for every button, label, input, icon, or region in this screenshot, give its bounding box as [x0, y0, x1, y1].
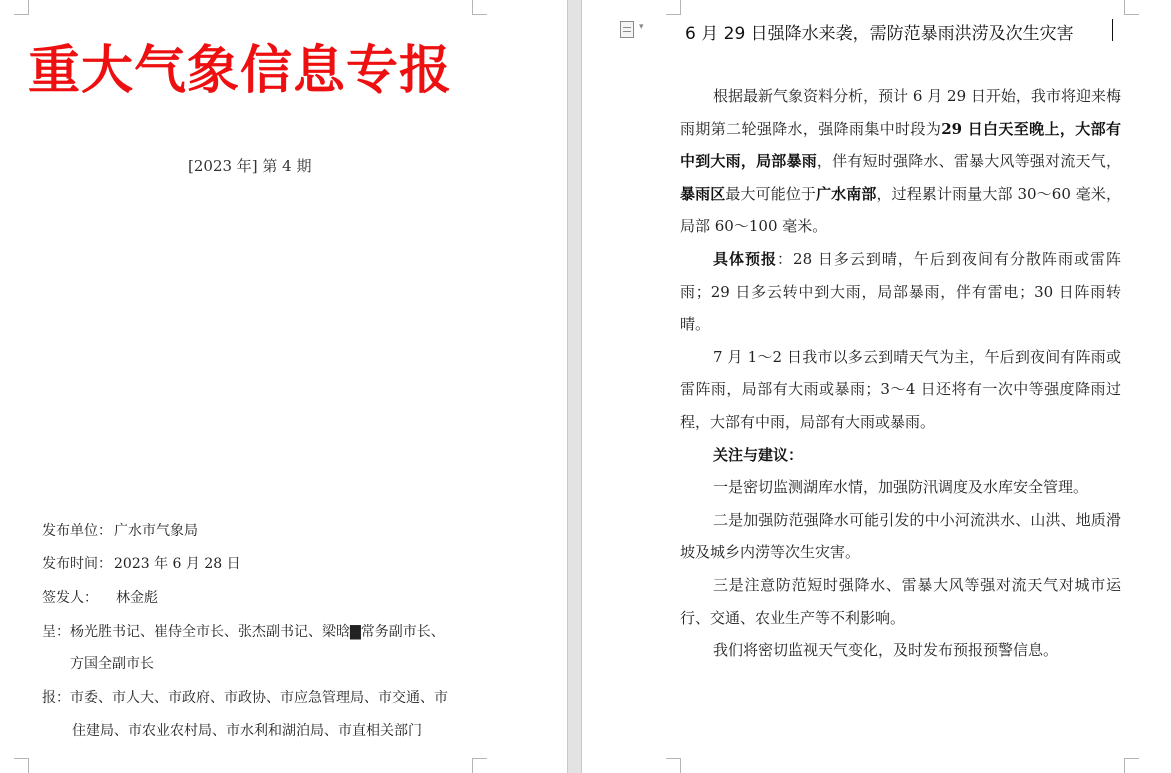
- paragraph-advice-2: 二是加强防范强降水可能引发的中小河流洪水、山洪、地质滑坡及城乡内涝等次生灾害。: [680, 510, 1121, 562]
- publisher-value: 广水市气象局: [114, 523, 198, 539]
- report-to-line: [42, 687, 448, 707]
- overview-text-4: ，过程累计雨量大部 30～60 毫米，局部 60～100 毫米。: [680, 184, 1121, 236]
- gutter-divider: [567, 0, 568, 773]
- overview-bold-3: 广水南部: [816, 184, 877, 203]
- overview-text-3: 最大可能位于: [725, 184, 817, 203]
- crop-mark: [1124, 0, 1139, 15]
- submit-recipients-2: 方国全副市长: [70, 656, 154, 672]
- crop-mark: [14, 0, 29, 15]
- report-recipients-1: 市委、市人大、市政府、市政协、市应急管理局、市交通、市: [70, 690, 448, 706]
- paragraph-forecast: [680, 243, 1121, 341]
- report-recipients-2: 住建局、市农业农村局、市水利和湖泊局、市直相关部门: [72, 723, 422, 739]
- crop-mark: [1124, 758, 1139, 773]
- signer-line: [42, 587, 158, 607]
- publisher-line: [42, 520, 198, 540]
- overview-text-1: 根据最新气象资料分析，预计 6 月 29 日开始，我市将迎来梅雨期第二轮强降水，强降雨集中时段为: [680, 87, 1121, 138]
- paragraph-closing: 我们将密切监视天气变化，及时发布预报预警信息。: [713, 641, 1059, 660]
- overview-bold-1: 29 日白天至晚上，大部有中到大雨，局部暴雨: [680, 119, 1121, 171]
- crop-mark: [472, 758, 487, 773]
- submit-label: 呈：: [42, 624, 70, 640]
- paragraph-advice-1: 一是密切监测湖库水情，加强防汛调度及水库安全管理。: [713, 478, 1089, 497]
- advice-heading: 关注与建议：: [713, 445, 804, 464]
- paragraph-advice-3: 三是注意防范短时强降水、雷暴大风等强对流天气对城市运行、交通、农业生产等不利影响。: [680, 575, 1121, 627]
- publish-time-label: 发布时间：: [42, 556, 112, 572]
- forecast-text: ：28 日多云到晴，午后到夜间有分散阵雨或雷阵雨；29 日多云转中到大雨，局部暴雨，伴有雷电；30 日阵雨转晴。: [680, 249, 1121, 334]
- crop-mark: [666, 758, 681, 773]
- report-title: 重大气象信息专报: [28, 40, 453, 101]
- signer-label: 签发人：: [42, 590, 98, 606]
- publish-time-value: 2023 年 6 月 28 日: [114, 556, 241, 572]
- forecast-label: 具体预报: [713, 249, 778, 268]
- publish-time-line: [42, 553, 241, 573]
- crop-mark: [666, 0, 681, 15]
- article-body: [680, 80, 1121, 667]
- paragraph-outlook: 7 月 1～2 日我市以多云到晴天气为主，午后到夜间有阵雨或雷阵雨，局部有大雨或暴雨；3～4 日还将有一次中等强度降雨过程，大部有中雨，局部有大雨或暴雨。: [680, 347, 1121, 431]
- document-icon[interactable]: [620, 21, 634, 38]
- crop-mark: [14, 758, 29, 773]
- page-gutter: [567, 0, 582, 773]
- submit-recipients-1: 杨光胜书记、崔侍全市长、张杰副书记、梁晗▇常务副市长、: [70, 624, 445, 640]
- submit-to-line: [42, 621, 445, 641]
- publisher-label: 发布单位：: [42, 523, 112, 539]
- overview-text-2: ，伴有短时强降水、雷暴大风等强对流天气，: [816, 152, 1121, 171]
- article-heading: 6 月 29 日强降水来袭，需防范暴雨洪涝及次生灾害: [685, 24, 1074, 44]
- dropdown-caret-icon[interactable]: ▾: [639, 22, 644, 32]
- crop-mark: [472, 0, 487, 15]
- text-cursor: [1112, 19, 1113, 41]
- paragraph-overview: [680, 80, 1121, 243]
- signer-value: 林金彪: [116, 590, 158, 606]
- overview-bold-2: 暴雨区: [680, 184, 726, 203]
- paragraph-advice-heading: [680, 439, 1121, 472]
- report-label: 报：: [42, 690, 70, 706]
- issue-number: [2023 年] 第 4 期: [188, 157, 312, 175]
